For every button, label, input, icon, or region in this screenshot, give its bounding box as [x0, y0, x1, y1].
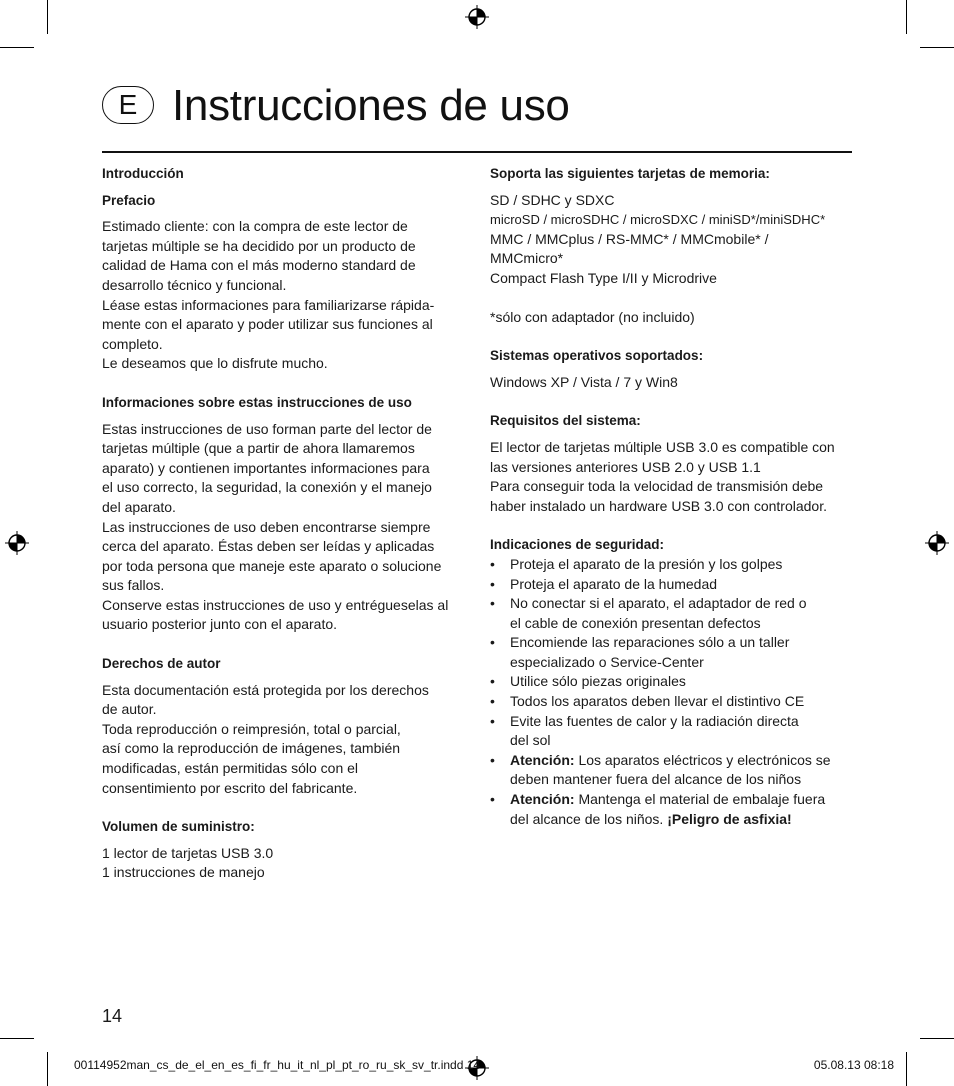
info-paragraph [102, 420, 466, 636]
print-slug-date: 05.08.13 08:18 [813, 1058, 894, 1072]
registration-mark-icon [465, 5, 489, 29]
preface-heading: Prefacio [102, 192, 156, 208]
text-line: • Utilice sólo piezas originales [510, 673, 686, 690]
text-line: el uso correcto, la seguridad, la conexión y el manejo [102, 479, 432, 496]
text-line: así como la reproducción de imágenes, también [102, 740, 401, 757]
registration-mark-icon [5, 531, 29, 555]
warning-label: Atención: [510, 751, 575, 768]
text-line: del sol [510, 732, 551, 749]
list-item [490, 575, 854, 595]
right-column [490, 164, 854, 829]
preface-paragraph [102, 217, 466, 374]
supply-list [102, 844, 466, 883]
text-line: completo. [102, 335, 163, 352]
text-line: haber instalado un hardware USB 3.0 con controlador. [490, 497, 827, 514]
crop-mark-icon [47, 0, 48, 34]
text-line: por toda persona que maneje este aparato o solucione [102, 557, 442, 574]
text-line: Esta documentación está protegida por los derechos [102, 681, 429, 698]
text-line: Para conseguir toda la velocidad de transmisión debe [490, 478, 824, 495]
text-line: SD / SDHC y SDXC [490, 191, 615, 208]
text-line: modificadas, están permitidas sólo con el [102, 760, 359, 777]
crop-mark-icon [920, 1038, 954, 1039]
info-heading: Informaciones sobre estas instrucciones de uso [102, 394, 412, 410]
intro-heading: Introducción [102, 166, 184, 181]
text-line: Las instrucciones de uso deben encontrarse siempre [102, 518, 431, 535]
warning-text: Mantenga el material de embalaje fuera [574, 791, 826, 808]
text-line: MMC / MMCplus / RS-MMC* / MMCmobile* / [490, 230, 769, 247]
warning-item [490, 790, 854, 829]
os-heading: Sistemas operativos soportados: [490, 348, 704, 364]
text-line: de autor. [102, 701, 157, 718]
text-line: MMCmicro* [490, 250, 564, 267]
text-line: consentimiento por escrito del fabricante. [102, 779, 358, 796]
list-item [490, 633, 854, 672]
text-line: Toda reproducción o reimpresión, total o parcial, [102, 720, 401, 737]
text-line: • Proteja el aparato de la humedad [510, 575, 718, 592]
list-item [490, 594, 854, 633]
list-item [490, 712, 854, 751]
text-line: del aparato. [102, 498, 176, 515]
supply-heading: Volumen de suministro: [102, 819, 255, 835]
text-line: Estimado cliente: con la compra de este lector de [102, 218, 408, 235]
title-divider [102, 151, 852, 153]
list-item [490, 692, 854, 712]
text-line: 1 lector de tarjetas USB 3.0 [102, 844, 274, 861]
text-line: tarjetas múltiple se ha decidido por un producto de [102, 237, 416, 254]
text-line: el cable de conexión presentan defectos [510, 614, 761, 631]
text-line: Compact Flash Type I/II y Microdrive [490, 269, 717, 286]
safety-list [490, 555, 854, 829]
text-line: • No conectar si el aparato, el adaptador de red o [510, 595, 807, 612]
text-line: • Encomiende las reparaciones sólo a un taller [510, 634, 790, 651]
text-line: las versiones anteriores USB 2.0 y USB 1.1 [490, 458, 761, 475]
warning-text: Los aparatos eléctricos y electrónicos se [574, 751, 831, 768]
text-line: tarjetas múltiple (que a partir de ahora llamaremos [102, 440, 415, 457]
text-line: • Proteja el aparato de la presión y los golpes [510, 555, 783, 572]
cards-list [490, 191, 854, 289]
crop-mark-icon [47, 1052, 48, 1086]
warning-label: Atención: [510, 791, 575, 808]
print-slug-file: 00114952man_cs_de_el_en_es_fi_fr_hu_it_nl_pl_pt_ro_ru_sk_sv_tr.indd 14 [74, 1058, 481, 1072]
copyright-paragraph [102, 681, 466, 799]
text-line: • Todos los aparatos deben llevar el distintivo CE [510, 693, 805, 710]
text-line: 1 instrucciones de manejo [102, 864, 265, 881]
safety-heading: Indicaciones de seguridad: [490, 537, 665, 553]
text-line: microSD / microSDHC / microSDXC / miniSD*/miniSDHC* [490, 212, 826, 228]
warning-text: del alcance de los niños. [510, 810, 668, 827]
text-line: mente con el aparato y poder utilizar sus funciones al [102, 316, 433, 333]
os-text: Windows XP / Vista / 7 y Win8 [490, 373, 678, 390]
cards-heading: Soporta las siguientes tarjetas de memoria: [490, 166, 770, 181]
list-item [490, 555, 854, 575]
page-title: Instrucciones de uso [172, 81, 570, 130]
text-line: Le deseamos que lo disfrute mucho. [102, 355, 328, 372]
left-column [102, 164, 466, 883]
text-line: calidad de Hama con el más moderno standard de [102, 257, 416, 274]
adapter-note: *sólo con adaptador (no incluido) [490, 308, 695, 325]
text-line: aparato) y contienen importantes informaciones para [102, 459, 430, 476]
crop-mark-icon [0, 47, 34, 48]
warning-text: deben mantener fuera del alcance de los niños [510, 771, 802, 788]
crop-mark-icon [0, 1038, 34, 1039]
requirements-paragraph [490, 438, 854, 516]
copyright-heading: Derechos de autor [102, 656, 221, 672]
text-line: desarrollo técnico y funcional. [102, 276, 287, 293]
text-line: especializado o Service-Center [510, 653, 704, 670]
text-line: usuario posterior junto con el aparato. [102, 616, 338, 633]
warning-item [490, 751, 854, 790]
registration-mark-icon [925, 531, 949, 555]
page-number: 14 [102, 1006, 123, 1026]
text-line: El lector de tarjetas múltiple USB 3.0 es compatible con [490, 438, 835, 455]
list-item [490, 672, 854, 692]
text-line: Conserve estas instrucciones de uso y entrégueselas al [102, 596, 449, 613]
text-line: sus fallos. [102, 577, 165, 594]
text-line: • Evite las fuentes de calor y la radiación directa [510, 712, 799, 729]
language-badge: E [102, 86, 154, 124]
text-line: Estas instrucciones de uso forman parte del lector de [102, 420, 432, 437]
crop-mark-icon [906, 1052, 907, 1086]
text-line: cerca del aparato. Éstas deben ser leídas y aplicadas [102, 538, 435, 555]
crop-mark-icon [906, 0, 907, 34]
danger-label: ¡Peligro de asfixia! [667, 810, 792, 827]
text-line: Léase estas informaciones para familiarizarse rápida- [102, 296, 435, 313]
requirements-heading: Requisitos del sistema: [490, 413, 641, 429]
crop-mark-icon [920, 47, 954, 48]
